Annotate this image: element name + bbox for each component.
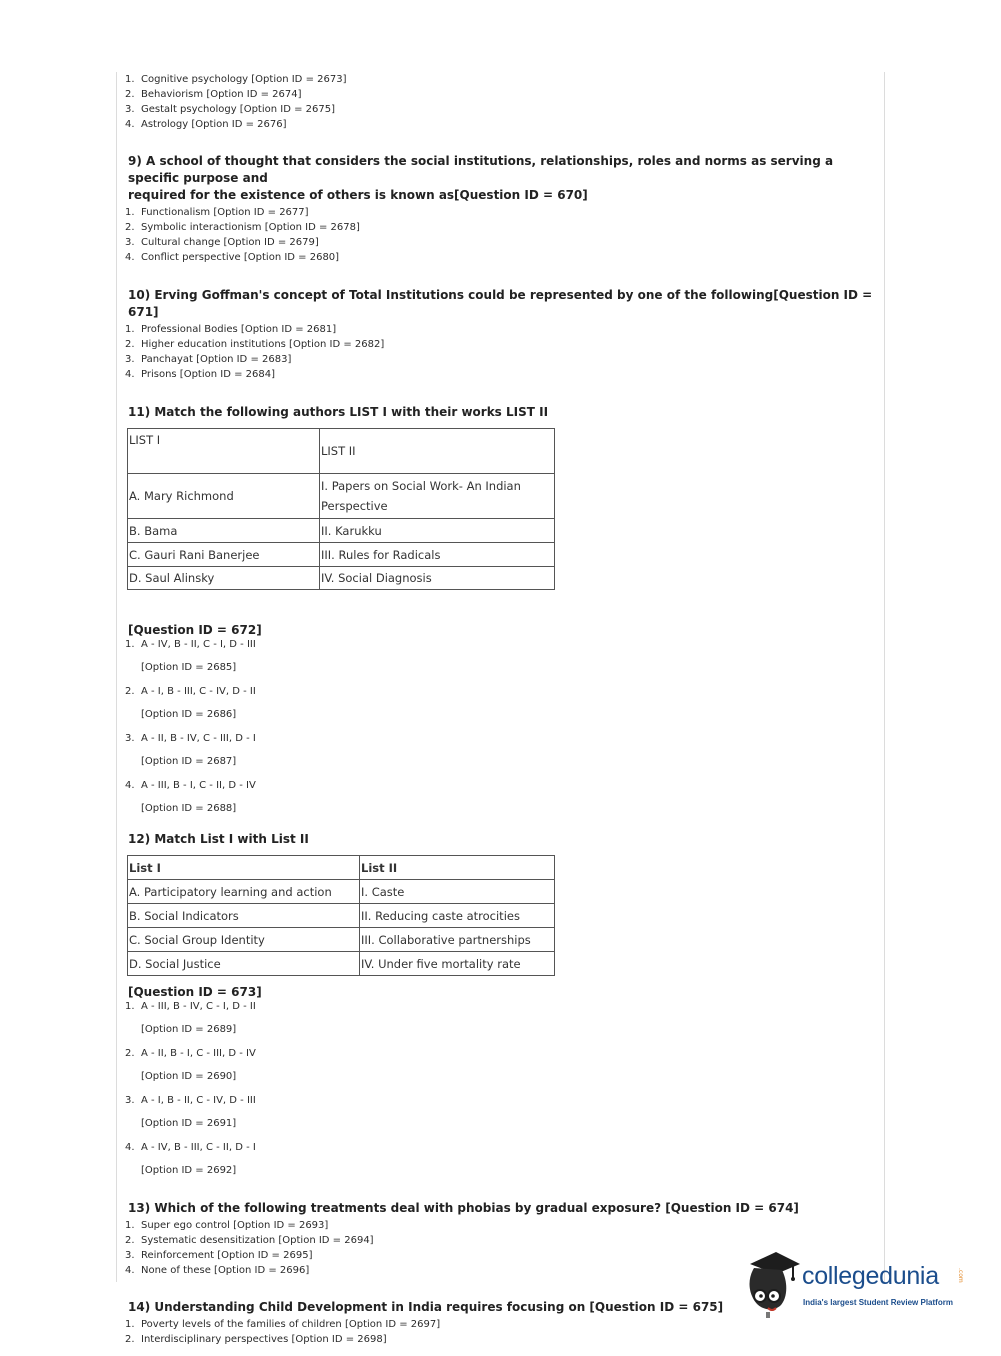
table-row: C. Gauri Rani Banerjee III. Rules for Radicals [128, 543, 555, 567]
q10-option-4: 4. Prisons [Option ID = 2684] [125, 369, 275, 380]
q10-option-1: 1. Professional Bodies [Option ID = 2681] [125, 324, 337, 335]
q11-option-4: 4. A - III, B - I, C - II, D - IV [Option ID = 2688] [125, 780, 256, 814]
q12-match-table [127, 855, 555, 976]
mascot-icon [742, 1250, 804, 1320]
q14-option-2: 2. Interdisciplinary perspectives [Option ID = 2698] [125, 1334, 387, 1345]
page-border-left [116, 72, 117, 1282]
q11-header-list-2: LIST II [320, 429, 555, 474]
q10-options [125, 322, 875, 382]
q12-header-list-2: List II [360, 856, 555, 880]
q9-option-2: 2. Symbolic interactionism [Option ID = 2678] [125, 222, 360, 233]
q13-option-2: 2. Systematic desensitization [Option ID = 2694] [125, 1235, 374, 1246]
q12-question-id: [Question ID = 673] [128, 985, 262, 999]
q13-option-4: 4. None of these [Option ID = 2696] [125, 1265, 310, 1276]
q9-option-4: 4. Conflict perspective [Option ID = 2680] [125, 252, 340, 263]
table-row: A. Mary Richmond I. Papers on Social Work- An Indian Perspective [128, 474, 555, 519]
q12-option-2: 2. A - II, B - I, C - III, D - IV [Option ID = 2690] [125, 1048, 256, 1082]
q11-question-id: [Question ID = 672] [128, 623, 262, 637]
table-row: B. Bama II. Karukku [128, 519, 555, 543]
collegedunia-logo [742, 1250, 972, 1320]
q12-header-list-1: List I [128, 856, 360, 880]
q12-option-1: 1. A - III, B - IV, C - I, D - II [Option ID = 2689] [125, 1001, 256, 1035]
q8-option-1: 1. Cognitive psychology [Option ID = 2673] [125, 74, 347, 85]
q12-options [125, 1000, 875, 1178]
q12-option-4: 4. A - IV, B - III, C - II, D - I [Option ID = 2692] [125, 1142, 256, 1176]
q14-text: 14) Understanding Child Development in India requires focusing on [Question ID = 675] [128, 1300, 724, 1314]
table-row: C. Social Group Identity III. Collaborative partnerships [128, 928, 555, 952]
page-border-right [884, 72, 885, 1282]
q8-option-2: 2. Behaviorism [Option ID = 2674] [125, 89, 302, 100]
logo-tagline: India's largest Student Review Platform [803, 1298, 953, 1307]
q9-option-1: 1. Functionalism [Option ID = 2677] [125, 207, 309, 218]
question-paper [125, 72, 875, 1347]
q11-text: 11) Match the following authors LIST I with their works LIST II [128, 405, 549, 419]
table-row: D. Social Justice IV. Under five mortality rate [128, 952, 555, 976]
table-row: D. Saul Alinsky IV. Social Diagnosis [128, 567, 555, 590]
q10-option-2: 2. Higher education institutions [Option ID = 2682] [125, 339, 385, 350]
q11-match-table [127, 428, 555, 590]
q11-option-2: 2. A - I, B - III, C - IV, D - II [Option ID = 2686] [125, 686, 256, 720]
q9-options [125, 205, 875, 265]
q13-text: 13) Which of the following treatments deal with phobias by gradual exposure? [Question ID = 674] [128, 1201, 799, 1215]
q9-text: 9) A school of thought that considers the social institutions, relationships, roles and norms as serving a specific purpose and required for the existence of others is known as[Question ID = 670] [128, 154, 834, 202]
q13-option-3: 3. Reinforcement [Option ID = 2695] [125, 1250, 313, 1261]
q14-option-1: 1. Poverty levels of the families of children [Option ID = 2697] [125, 1319, 441, 1330]
q14-options [125, 1317, 875, 1347]
q10-option-3: 3. Panchayat [Option ID = 2683] [125, 354, 292, 365]
q8-option-4: 4. Astrology [Option ID = 2676] [125, 119, 287, 130]
q13-option-1: 1. Super ego control [Option ID = 2693] [125, 1220, 329, 1231]
q8-option-3: 3. Gestalt psychology [Option ID = 2675] [125, 104, 335, 115]
q10-text: 10) Erving Goffman's concept of Total Institutions could be represented by one of the following[Question ID = 671] [128, 288, 873, 319]
q11-header-list-1: LIST I [128, 429, 320, 474]
q8-options [125, 72, 875, 132]
q12-text: 12) Match List I with List II [128, 832, 309, 846]
table-row: B. Social Indicators II. Reducing caste atrocities [128, 904, 555, 928]
q11-option-1: 1. A - IV, B - II, C - I, D - III [Option ID = 2685] [125, 639, 256, 673]
q12-option-3: 3. A - I, B - II, C - IV, D - III [Option ID = 2691] [125, 1095, 256, 1129]
q11-options [125, 638, 875, 816]
q9-option-3: 3. Cultural change [Option ID = 2679] [125, 237, 319, 248]
logo-dotcom: .com [957, 1268, 964, 1283]
logo-wordmark: collegedunia [802, 1262, 939, 1290]
q11-option-3: 3. A - II, B - IV, C - III, D - I [Option ID = 2687] [125, 733, 256, 767]
table-row: A. Participatory learning and action I. Caste [128, 880, 555, 904]
